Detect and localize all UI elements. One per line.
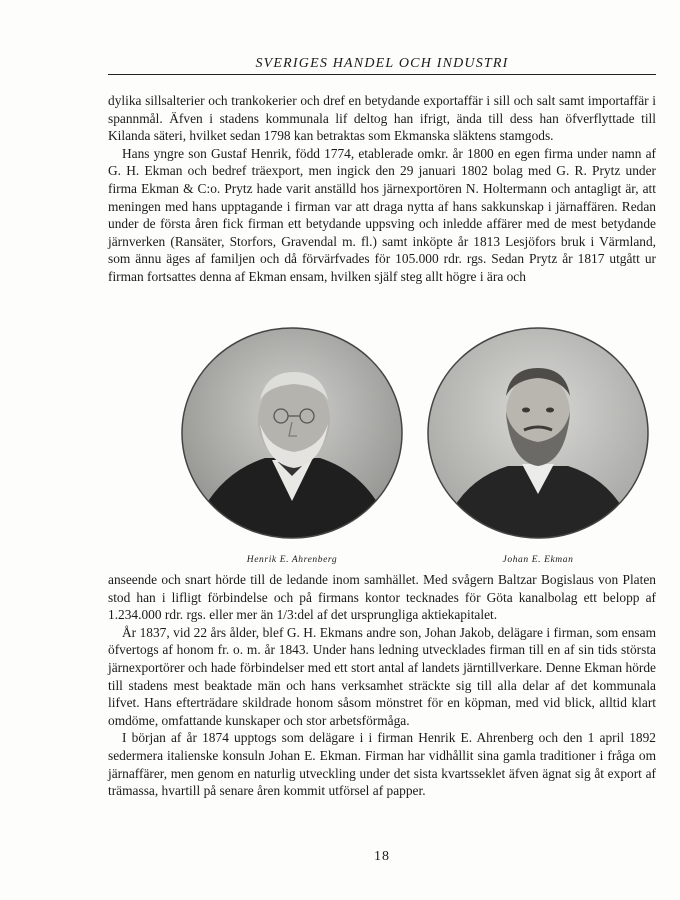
body-text-bottom [108, 571, 656, 800]
portrait-caption-right: Johan E. Ekman [502, 555, 574, 565]
paragraph: dylika sillsalterier och trankokerier och dref en betydande exportaffär i sill och salt samt importaffär i spannmål. Äfven i stadens kommunala lif deltog han ifrigt, ända till dess han öfverflyttade till Kilanda säteri, hvilket sedan 1798 kan betraktas som Ekmanska släktens stamgods. [108, 93, 656, 144]
paragraph: anseende och snart hörde till de ledande inom samhället. Med svågern Baltzar Bogislaus von Platen stod han i lifligt förbindelse och på firmans kontor tecknades för Göta kanalbolag ett belopp af 1.234.000 rdr. rgs. eller mer än 1/3:del af det ursprungliga aktiekapitalet. [108, 572, 656, 623]
portrait-henrik-ahrenberg [180, 326, 404, 540]
paragraph: I början af år 1874 upptogs som delägare i i firman Henrik E. Ahrenberg och den 1 april 1892 sedermera italienske konsuln Johan E. Ekman. Firman har vidhållit sina gamla traditioner i fråga om järnaffärer, men genom en naturlig utveckling under det sista kvartsseklet äfven ägnat sig åt export af trämassa, hvartill på senare åren kommit utförsel af papper. [108, 730, 656, 799]
paragraph: År 1837, vid 22 års ålder, blef G. H. Ekmans andre son, Johan Jakob, delägare i firman, som ensam öfvertogs af honom fr. o. m. år 1843. Under hans ledning utvecklades firman till en af sin tids största järnexportörer och hade förbindelser med ett stort antal af landets järntillverkare. Denne Ekman hörde till stadens mest beaktade män och hans verksamhet sträckte sig till alla delar af det kommunala lifvet. Hans efterträdare skildrade honom såsom mönstret för en köpman, med vid blick, alltid klart omdöme, omfattande kunskaper och stor arbetsförmåga. [108, 624, 656, 728]
paragraph: Hans yngre son Gustaf Henrik, född 1774, etablerade omkr. år 1800 en egen firma under namn af G. H. Ekman och bedref träexport, men ingick den 29 januari 1802 bolag med G. R. Prytz under firma Ekman & C:o. Prytz hade varit anställd hos järnexportören N. Holtermann och antagligt är, att meningen med hans upptagande i firman var att draga nytta af hans sakkunskap i järnaffären. Redan under de första åren fick firman ett betydande uppsving och inledde affärer med de mest betydande järnverken (Ransäter, Storfors, Gravendal m. fl.) samt inköpte år 1813 Lesjöfors bruk i Värmland, som ännu äges af familjen och då förvärfvades för 105.000 rdr. rgs. Sedan Prytz år 1817 utgått ur firman fortsattes denna af Ekman ensam, hvilken själf steg allt högre i ära och [108, 145, 656, 284]
header-rule [108, 74, 656, 75]
portrait-caption-left: Henrik E. Ahrenberg [246, 555, 338, 565]
portrait-elderly-man-icon [180, 326, 404, 540]
page-number: 18 [374, 849, 390, 864]
body-text-top [108, 92, 656, 286]
portrait-bearded-man-icon [426, 326, 650, 540]
running-header: SVERIGES HANDEL OCH INDUSTRI [255, 56, 509, 71]
portrait-johan-ekman [426, 326, 650, 540]
